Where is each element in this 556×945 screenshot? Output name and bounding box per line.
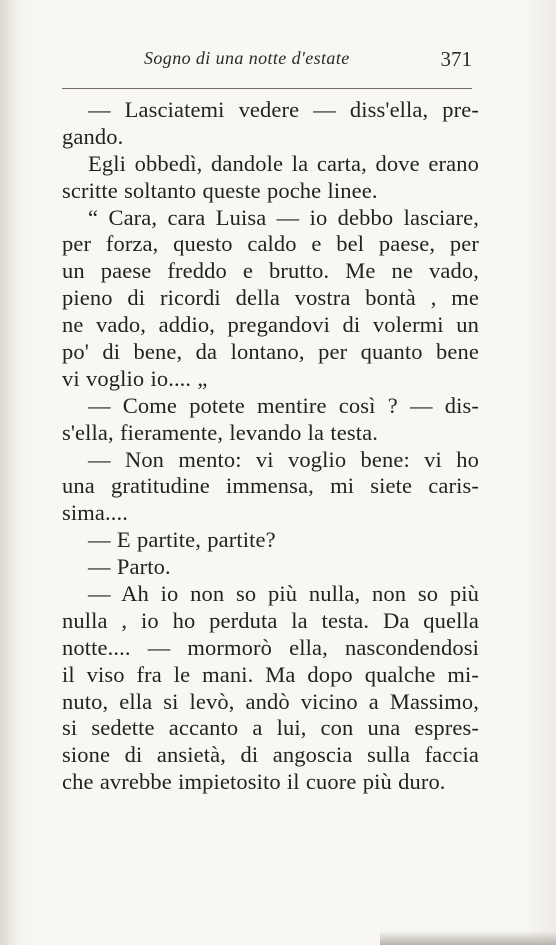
running-title: Sogno di una notte d'estate — [144, 48, 350, 68]
text-line: una gratitudine immensa, mi siete caris- — [62, 473, 479, 499]
text-line: pieno di ricordi della vostra bontà , me — [62, 285, 479, 311]
body-text — [62, 97, 479, 796]
text-line: — Ah io non so più nulla, non so più — [88, 581, 479, 607]
text-line: — Non mento: vi voglio bene: vi ho — [88, 446, 479, 472]
page-number: 371 — [440, 47, 472, 71]
header-rule — [62, 88, 472, 89]
text-line: notte.... — mormorò ella, nascondendosi — [62, 634, 479, 660]
text-line: s'ella, fieramente, levando la testa. — [62, 419, 378, 445]
text-line: si sedette accanto a lui, con una espres- — [62, 715, 479, 741]
text-line: un paese freddo e brutto. Me ne vado, — [62, 258, 479, 284]
text-line: po' di bene, da lontano, per quanto bene — [62, 339, 479, 365]
text-line: — Come potete mentire così ? — dis- — [88, 392, 479, 418]
text-line: — Lasciatemi vedere — diss'ella, pre- — [88, 97, 479, 122]
text-line: il viso fra le mani. Ma dopo qualche mi- — [62, 661, 479, 687]
text-line: sima.... — [62, 500, 128, 526]
text-line: — Parto. — [88, 554, 171, 580]
page-header — [62, 48, 472, 72]
text-line: che avrebbe impietosito il cuore più duro. — [62, 769, 446, 795]
text-line: vi voglio io.... „ — [62, 365, 208, 391]
text-line: “ Cara, cara Luisa — io debbo lasciare, — [88, 204, 479, 230]
text-line: scritte soltanto queste poche linee. — [62, 177, 378, 203]
page-gutter-shadow — [0, 0, 18, 945]
text-line: — E partite, partite? — [88, 527, 276, 553]
text-line: Egli obbedì, dandole la carta, dove erano — [88, 150, 479, 176]
text-line: ne vado, addio, pregandovi di volermi un — [62, 312, 479, 338]
text-line: per forza, questo caldo e bel paese, per — [62, 231, 479, 257]
page-bottom-shadow — [380, 931, 556, 945]
text-line: nuto, ella si levò, andò vicino a Massimo, — [62, 688, 479, 714]
text-line: gando. — [62, 123, 124, 149]
text-line: sione di ansietà, di angoscia sulla faccia — [62, 742, 479, 768]
text-line: nulla , io ho perduta la testa. Da quella — [62, 607, 479, 633]
